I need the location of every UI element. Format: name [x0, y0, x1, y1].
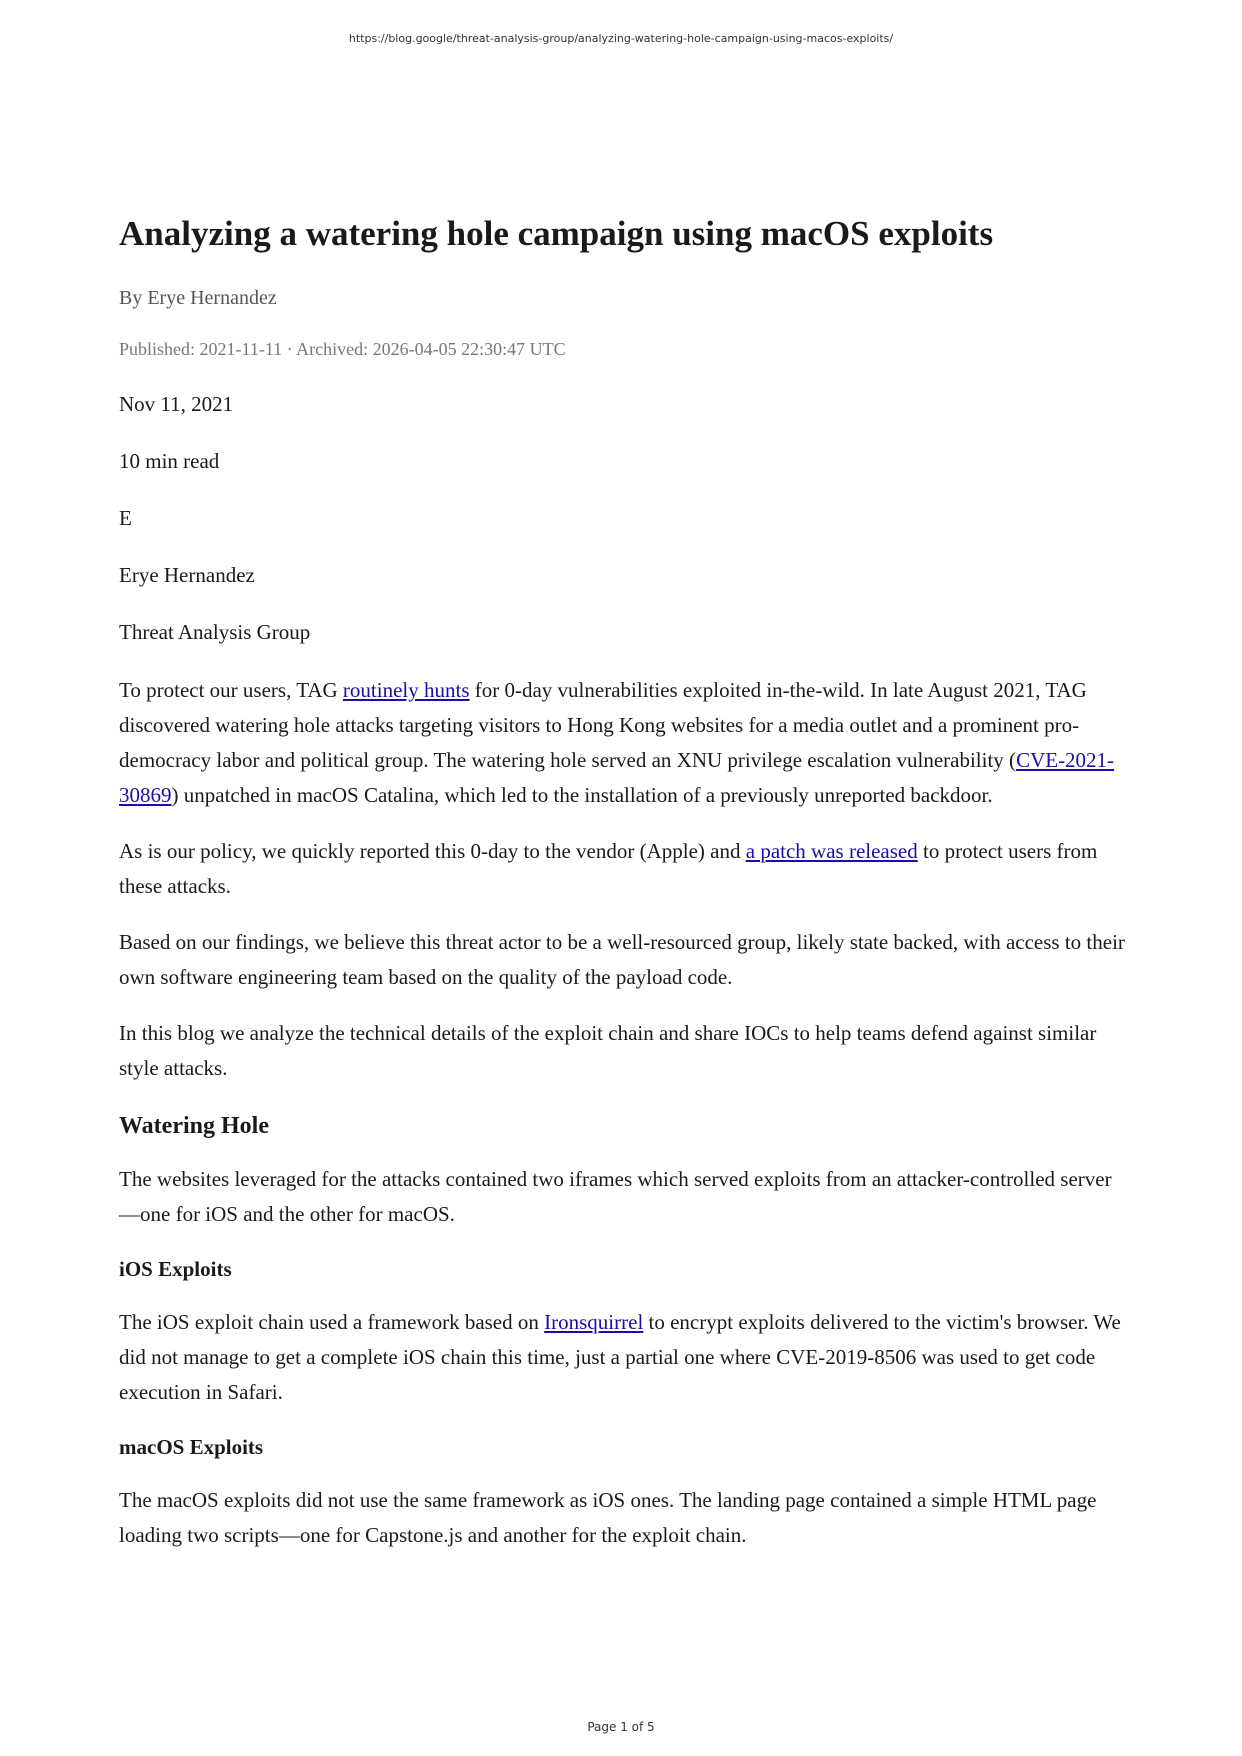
byline: By Erye Hernandez [119, 287, 277, 309]
paragraph-blog-intro: In this blog we analyze the technical details of the exploit chain and share IOCs to help teams defend against similar style attacks. [119, 1021, 1097, 1080]
article [119, 212, 1129, 1574]
heading-watering-hole: Watering Hole [119, 1113, 269, 1139]
paragraph-policy: As is our policy, we quickly reported this 0-day to the vendor (Apple) and a patch was released to protect users from these attacks. [119, 839, 1098, 898]
paragraph-ios-exploits: The iOS exploit chain used a framework based on Ironsquirrel to encrypt exploits delivered to the victim's browser. We did not manage to get a complete iOS chain this time, just a partial one where CVE-2019-8506 was used to get code execution in Safari. [119, 1310, 1121, 1404]
paragraph-findings: Based on our findings, we believe this threat actor to be a well-resourced group, likely state backed, with access to their own software engineering team based on the quality of the payload code. [119, 930, 1125, 989]
ironsquirrel-link[interactable]: Ironsquirrel [544, 1310, 644, 1334]
page-url-header: https://blog.google/threat-analysis-group/analyzing-watering-hole-campaign-using-macos-exploits/ [348, 32, 894, 45]
read-time: 10 min read [119, 449, 220, 473]
author-team: Threat Analysis Group [119, 620, 311, 644]
article-title: Analyzing a watering hole campaign using macOS exploits [119, 214, 994, 253]
page-number: Page 1 of 5 [587, 1720, 655, 1734]
publish-meta: Published: 2021-11-11 · Archived: 2026-04-05 22:30:47 UTC [119, 339, 566, 359]
paragraph-watering-hole: The websites leveraged for the attacks contained two iframes which served exploits from an attacker-controlled server—one for iOS and the other for macOS. [119, 1167, 1112, 1226]
heading-macos-exploits: macOS Exploits [119, 1435, 264, 1459]
paragraph-intro: To protect our users, TAG routinely hunts for 0-day vulnerabilities exploited in-the-wild. In late August 2021, TAG discovered watering hole attacks targeting visitors to Hong Kong websites for a media outlet and a prominent pro-democracy labor and political group. The watering hole served an XNU privilege escalation vulnerability (CVE-2021-30869) unpatched in macOS Catalina, which led to the installation of a previously unreported backdoor. [119, 678, 1115, 807]
cve-2021-30869-link[interactable]: CVE-2021-30869 [119, 748, 1115, 807]
author-name: Erye Hernandez [119, 563, 255, 587]
patch-released-link[interactable]: a patch was released [745, 839, 918, 863]
paragraph-macos-exploits: The macOS exploits did not use the same framework as iOS ones. The landing page contained a simple HTML page loading two scripts—one for Capstone.js and another for the exploit chain. [119, 1488, 1097, 1547]
heading-ios-exploits: iOS Exploits [119, 1257, 232, 1281]
routinely-hunts-link[interactable]: routinely hunts [342, 678, 470, 702]
author-avatar-initial: E [119, 506, 132, 530]
publish-date: Nov 11, 2021 [119, 392, 234, 416]
